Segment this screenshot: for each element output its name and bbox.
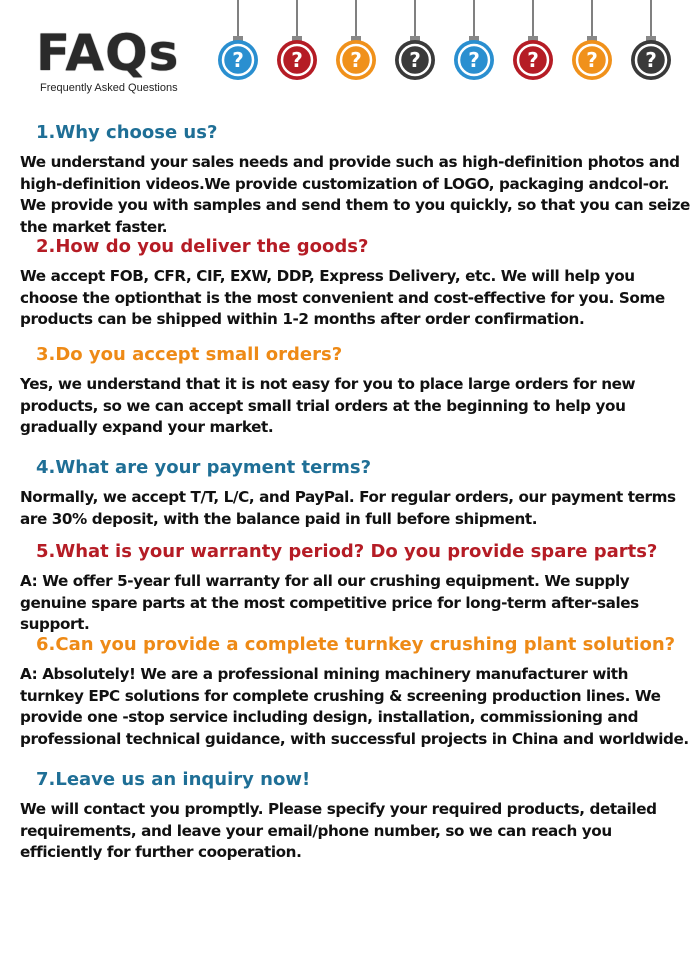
question-ornament-icon [334, 0, 378, 88]
svg-text:?: ? [527, 48, 539, 72]
faq-list [20, 120, 692, 864]
faq-item [20, 342, 692, 455]
question-ornament-icon [393, 0, 437, 88]
svg-text:?: ? [409, 48, 421, 72]
svg-text:?: ? [232, 48, 244, 72]
faq-question: 3.Do you accept small orders? [36, 344, 343, 365]
faq-answer: A: We offer 5-year full warranty for all our crushing equipment. We supply genuine spare parts at the most competitive price for long-term after-sales support. [20, 572, 639, 633]
faq-item [20, 767, 692, 864]
faq-item [20, 632, 692, 767]
faq-question: 7.Leave us an inquiry now! [36, 769, 311, 790]
svg-text:?: ? [645, 48, 657, 72]
faq-item [20, 455, 692, 539]
logo-title: FAQs [36, 24, 180, 82]
question-ornament-icon [216, 0, 260, 88]
faq-question: 4.What are your payment terms? [36, 457, 372, 478]
faq-answer: We understand your sales needs and provide such as high-definition photos and high-definition videos.We provide customization of LOGO, packaging andcol-or. We provide you with samples and send them to you quickly, so that you can seize the market faster. [20, 153, 690, 236]
svg-text:?: ? [468, 48, 480, 72]
question-ornament-icon [570, 0, 614, 88]
faq-item [20, 539, 692, 632]
faq-question: 2.How do you deliver the goods? [36, 236, 369, 257]
faq-question: 6.Can you provide a complete turnkey crushing plant solution? [36, 634, 676, 655]
faq-question: 5.What is your warranty period? Do you provide spare parts? [36, 541, 658, 562]
faq-answer: A: Absolutely! We are a professional mining machinery manufacturer with turnkey EPC solutions for complete crushing & screening production lines. We provide one -stop service including design, installation, commissioning and professional technical guidance, with successful projects in China and worldwide. [20, 665, 689, 748]
faq-answer: Yes, we understand that it is not easy for you to place large orders for new products, so we can accept small trial orders at the beginning to help you gradually expand your market. [20, 375, 636, 436]
svg-text:?: ? [586, 48, 598, 72]
faq-question: 1.Why choose us? [36, 122, 218, 143]
question-ornament-icon [629, 0, 673, 88]
faq-answer: We will contact you promptly. Please specify your required products, detailed requirements, and leave your email/phone number, so we can reach you efficiently for further cooperation. [20, 800, 657, 861]
question-ornament-icon [275, 0, 319, 88]
svg-text:?: ? [350, 48, 362, 72]
faq-item [20, 120, 692, 234]
faq-logo [36, 26, 179, 94]
faq-item [20, 234, 692, 342]
svg-text:?: ? [291, 48, 303, 72]
faq-answer: We accept FOB, CFR, CIF, EXW, DDP, Express Delivery, etc. We will help you choose the optionthat is the most convenient and cost-effective for you. Some products can be shipped within 1-2 months after order confirmation. [20, 267, 665, 328]
logo-subtitle: Frequently Asked Questions [40, 82, 178, 94]
question-ornament-icon [511, 0, 555, 88]
faq-header [0, 0, 696, 112]
question-ornament-icon [452, 0, 496, 88]
faq-answer: Normally, we accept T/T, L/C, and PayPal. For regular orders, our payment terms are 30% deposit, with the balance paid in full before shipment. [20, 488, 676, 528]
